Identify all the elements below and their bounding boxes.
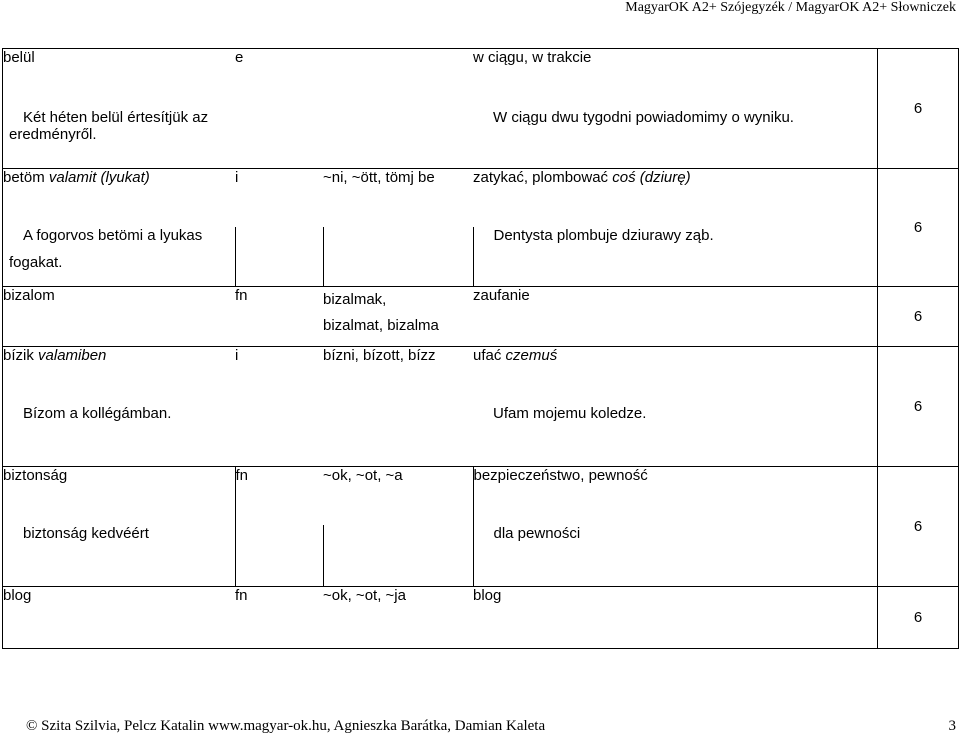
table-row [3,287,959,347]
table-row [3,347,959,405]
entry-forms: bízni, bízott, bízz [323,347,473,405]
example-pl-text: dla pewności [493,524,581,542]
entry-forms [323,49,473,109]
entry-forms: ~ni, ~ött, tömj be [323,169,473,227]
entry-translation: zaufanie [473,287,878,347]
entry-pos: i [235,347,323,405]
example-pl-text: Dentysta plombuje dziurawy ząb. [493,226,714,244]
entry-translation: blog [473,587,878,649]
example-hu [3,227,236,287]
entry-word: betöm valamit (lyukat) [3,169,236,227]
entry-forms: bizalmak, bizalmat, bizalma [323,287,473,347]
entry-translation: ufać czemuś [473,347,878,405]
example-pl [473,405,878,467]
entry-pos: fn [235,467,323,525]
example-row [3,109,959,169]
entry-pos: fn [235,287,323,347]
example-hu-line2: eredményről. [9,125,97,143]
entry-translation: zatykać, plombować coś (dziurę) [473,169,878,227]
example-hu-text: biztonság kedvéért [23,524,149,542]
entry-pos: i [235,169,323,227]
lesson-number: 6 [878,49,959,169]
example-row [3,525,959,587]
lesson-number: 6 [878,347,959,467]
entry-translation: w ciągu, w trakcie [473,49,878,109]
table-row [3,169,959,227]
empty-cell [323,405,473,467]
empty-cell [235,227,323,287]
example-row [3,227,959,287]
table-row [3,467,959,525]
example-hu [3,525,236,587]
entry-pos: e [235,49,323,109]
table-row [3,49,959,109]
entry-forms: ~ok, ~ot, ~ja [323,587,473,649]
example-hu-line1: A fogorvos betömi a lyukas [23,226,203,244]
lesson-number: 6 [878,169,959,287]
entry-pos: fn [235,587,323,649]
page-number: 3 [948,718,956,734]
entry-translation: bezpieczeństwo, pewność [473,467,878,525]
lesson-number: 6 [878,467,959,587]
lesson-number: 6 [878,287,959,347]
table-row [3,587,959,649]
entry-word: biztonság [3,467,236,525]
entry-forms: ~ok, ~ot, ~a [323,467,473,525]
example-pl-text: Ufam mojemu koledze. [493,404,647,422]
example-pl-text: W ciągu dwu tygodni powiadomimy o wyniku. [493,108,794,126]
example-pl [473,525,878,587]
empty-cell [235,109,323,169]
page-header: MagyarOK A2+ Szójegyzék / MagyarOK A2+ Słowniczek [625,0,956,15]
example-hu [3,109,236,169]
example-pl [473,227,878,287]
lesson-number: 6 [878,587,959,649]
entry-word: bízik valamiben [3,347,236,405]
example-row [3,405,959,467]
example-hu-line2: fogakat. [9,253,63,271]
empty-cell [323,525,473,587]
entry-word: belül [3,49,236,109]
entry-word: bizalom [3,287,236,347]
empty-cell [235,525,323,587]
example-hu-line1: Két héten belül értesítjük az [23,108,209,126]
entry-word: blog [3,587,236,649]
example-hu [3,405,236,467]
copyright-notice: © Szita Szilvia, Pelcz Katalin www.magyar-ok.hu, Agnieszka Barátka, Damian Kaleta [26,718,546,734]
empty-cell [323,227,473,287]
vocabulary-table [2,48,959,649]
example-hu-text: Bízom a kollégámban. [23,404,172,422]
empty-cell [235,405,323,467]
example-pl [323,109,878,169]
